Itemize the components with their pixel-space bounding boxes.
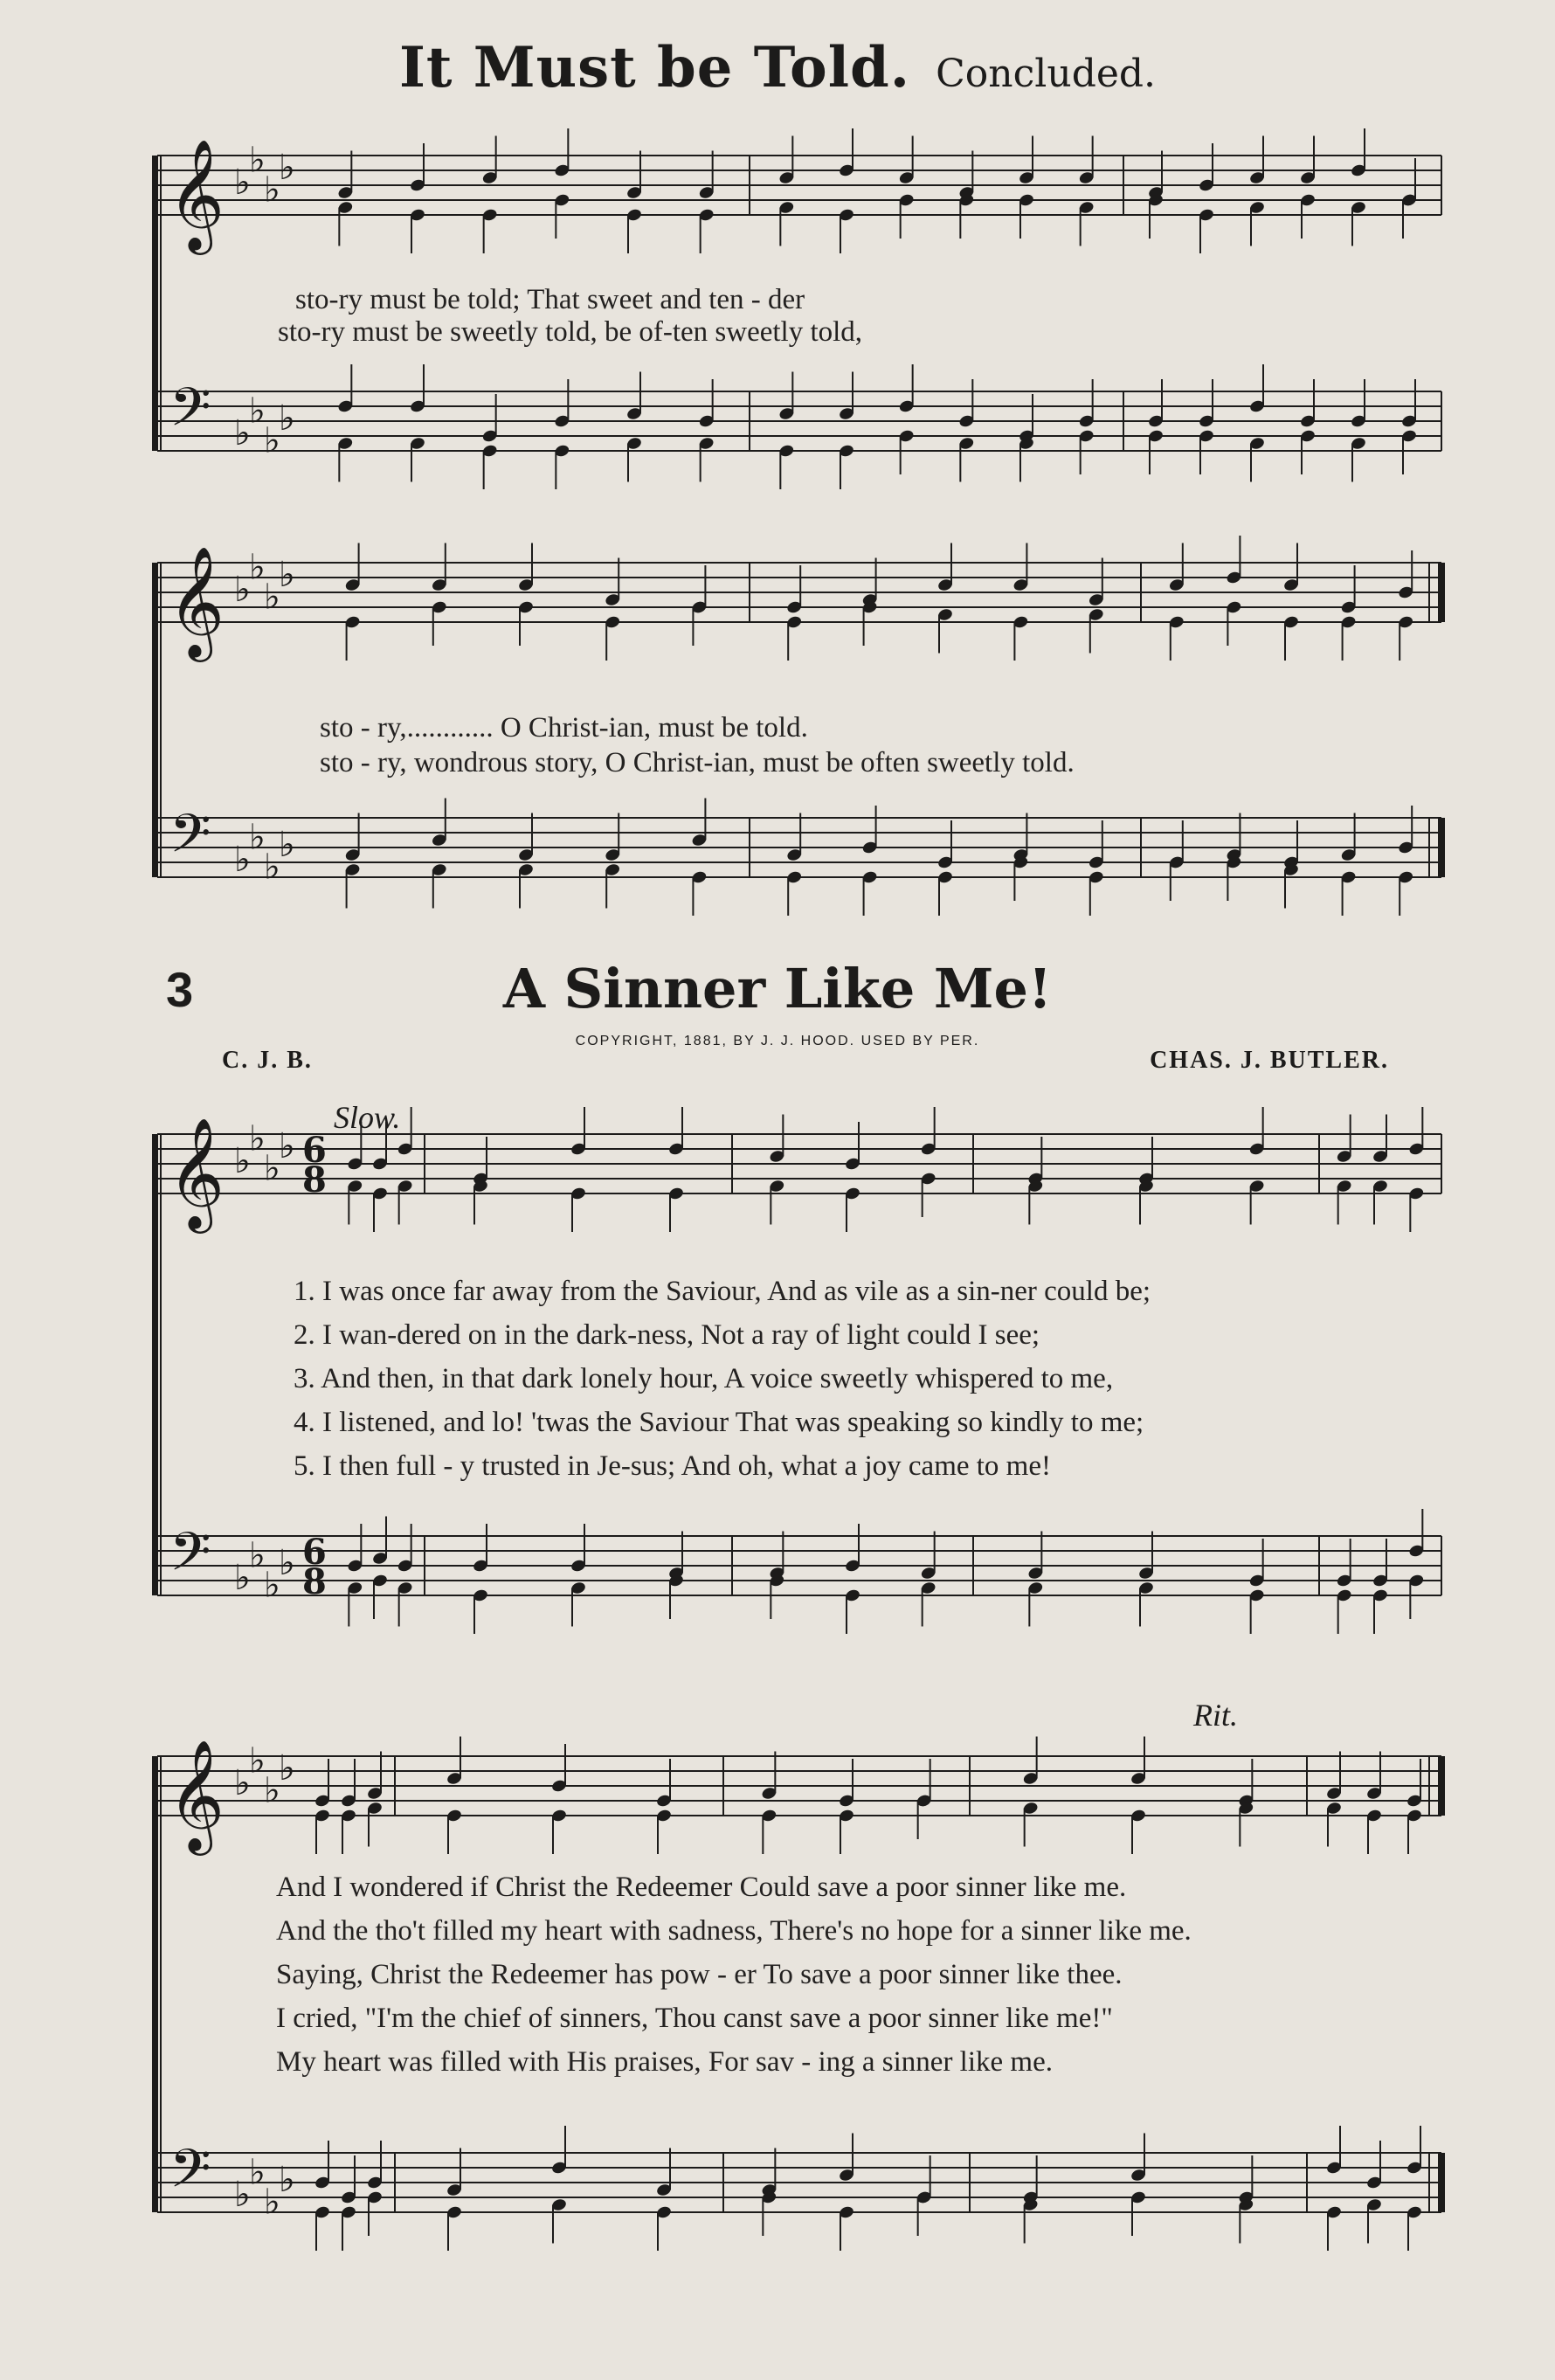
- flat-sign: ♭: [234, 413, 251, 453]
- flat-sign: ♭: [234, 163, 251, 203]
- system-brace: [152, 1756, 158, 2212]
- song1-sys1-lyric-line1: sto-ry must be told; That sweet and ten - der: [295, 284, 805, 315]
- flat-sign: ♭: [234, 1141, 251, 1181]
- verse-3-part2: Saying, Christ the Redeemer has pow - er To save a poor sinner like thee.: [276, 1959, 1123, 1990]
- system-brace: [152, 1134, 158, 1595]
- song2-title: A Sinner Like Me!: [502, 957, 1053, 1020]
- flat-sign: ♭: [249, 140, 266, 181]
- flat-sign: ♭: [249, 1118, 266, 1159]
- final-barline: [1438, 1756, 1445, 1816]
- song1-subtitle: Concluded.: [936, 52, 1157, 96]
- song1-sys2-lyric-line1: sto - ry,............ O Christ-ian, must be told.: [320, 712, 808, 744]
- flat-sign: ♭: [279, 1748, 295, 1788]
- time-signature: 6: [302, 1532, 327, 1573]
- bass-clef: 𝄢: [169, 803, 211, 878]
- lyricist: C. J. B.: [222, 1047, 313, 1074]
- verse-1-part1: 1. I was once far away from the Saviour, And as vile as a sin-ner could be;: [294, 1276, 1151, 1307]
- rit-marking: Rit.: [1193, 1698, 1238, 1733]
- song1-sys1-lyric-line2: sto-ry must be sweetly told, be of-ten sweetly told,: [278, 316, 863, 348]
- flat-sign: ♭: [279, 148, 295, 188]
- hymn-number: 3: [166, 962, 194, 1017]
- time-signature: 6: [302, 1130, 327, 1171]
- bass-clef: 𝄢: [169, 1521, 211, 1596]
- verse-5-part2: My heart was filled with His praises, For sav - ing a sinner like me.: [276, 2046, 1053, 2078]
- bass-clef: 𝄢: [169, 377, 211, 452]
- flat-sign: ♭: [234, 1558, 251, 1598]
- treble-clef: 𝄞: [168, 138, 225, 250]
- treble-clef: 𝄞: [168, 1117, 225, 1228]
- verse-3-part1: 3. And then, in that dark lonely hour, A voice sweetly whispered to me,: [294, 1363, 1114, 1394]
- flat-sign: ♭: [249, 391, 266, 432]
- flat-sign: ♭: [264, 2182, 280, 2223]
- flat-sign: ♭: [279, 1543, 295, 1583]
- flat-sign: ♭: [249, 547, 266, 588]
- tempo-marking: Slow.: [334, 1100, 401, 1135]
- bass-clef: 𝄢: [169, 2138, 211, 2213]
- flat-sign: ♭: [264, 1148, 280, 1189]
- song1-title: It Must be Told.: [398, 35, 911, 100]
- flat-sign: ♭: [264, 420, 280, 461]
- verse-2-part2: And the tho't filled my heart with sadness, There's no hope for a sinner like me.: [276, 1915, 1192, 1947]
- system-brace: [152, 156, 158, 451]
- song1-sys2-lyric-line2: sto - ry, wondrous story, O Christ-ian, must be often sweetly told.: [320, 747, 1075, 778]
- flat-sign: ♭: [279, 825, 295, 865]
- flat-sign: ♭: [234, 570, 251, 610]
- flat-sign: ♭: [264, 1770, 280, 1811]
- flat-sign: ♭: [279, 398, 295, 439]
- composer: CHAS. J. BUTLER.: [1150, 1047, 1389, 1074]
- treble-clef: 𝄞: [168, 545, 225, 657]
- flat-sign: ♭: [234, 1763, 251, 1803]
- final-barline: [1438, 818, 1445, 877]
- flat-sign: ♭: [264, 847, 280, 888]
- time-signature: 8: [302, 1159, 327, 1200]
- flat-sign: ♭: [234, 2175, 251, 2215]
- flat-sign: ♭: [249, 1535, 266, 1576]
- flat-sign: ♭: [249, 1740, 266, 1782]
- system-brace: [152, 563, 158, 877]
- verse-1-part2: And I wondered if Christ the Redeemer Could save a poor sinner like me.: [276, 1871, 1127, 1903]
- flat-sign: ♭: [249, 817, 266, 858]
- copyright-notice: COPYRIGHT, 1881, BY J. J. HOOD. USED BY PER.: [575, 1034, 980, 1048]
- flat-sign: ♭: [234, 840, 251, 880]
- flat-sign: ♭: [264, 577, 280, 618]
- verse-5-part1: 5. I then full - y trusted in Je-sus; And oh, what a joy came to me!: [294, 1450, 1051, 1482]
- treble-clef: 𝄞: [168, 1739, 225, 1851]
- verse-2-part1: 2. I wan-dered on in the dark-ness, Not a ray of light could I see;: [294, 1319, 1040, 1351]
- verse-4-part2: I cried, "I'm the chief of sinners, Thou canst save a poor sinner like me!": [276, 2003, 1113, 2034]
- flat-sign: ♭: [249, 2152, 266, 2193]
- flat-sign: ♭: [279, 1126, 295, 1166]
- flat-sign: ♭: [264, 1565, 280, 1606]
- final-barline: [1438, 2153, 1445, 2212]
- verse-4-part1: 4. I listened, and lo! 'twas the Saviour That was speaking so kindly to me;: [294, 1407, 1144, 1438]
- flat-sign: ♭: [279, 555, 295, 595]
- flat-sign: ♭: [264, 170, 280, 211]
- flat-sign: ♭: [279, 2160, 295, 2200]
- final-barline: [1438, 563, 1445, 622]
- time-signature: 8: [302, 1561, 327, 1602]
- song1-header: [0, 35, 1555, 100]
